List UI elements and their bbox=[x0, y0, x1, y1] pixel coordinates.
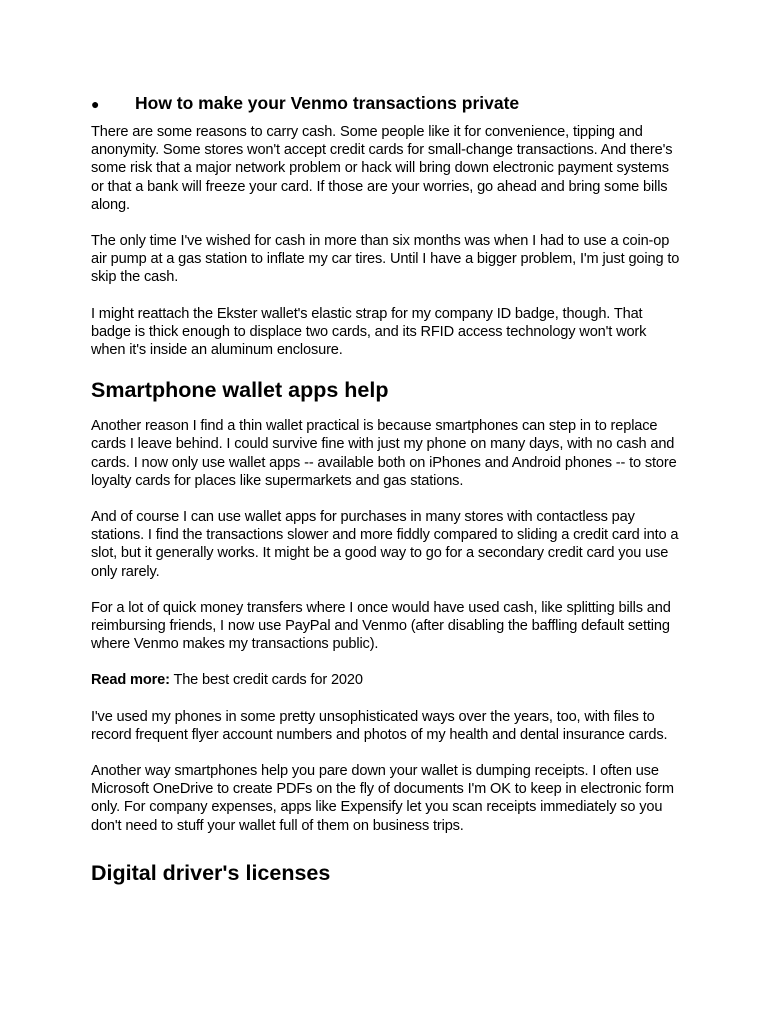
section-heading: Smartphone wallet apps help bbox=[91, 378, 389, 403]
bullet-dot-icon: ● bbox=[91, 96, 100, 112]
paragraph: And of course I can use wallet apps for purchases in many stores with contactless pay stations. I find the transactions slower and more fiddly compared to sliding a credit card into a slot, but it generally works. It might be a good way to go for a secondary credit card you use only rarely. bbox=[91, 509, 679, 580]
bullet-list-item bbox=[91, 92, 681, 115]
paragraph: I might reattach the Ekster wallet's elastic strap for my company ID badge, though. That badge is thick enough to displace two cards, and its RFID access technology won't work when it's inside an aluminum enclosure. bbox=[91, 305, 647, 359]
read-more-line bbox=[91, 671, 681, 689]
article-body bbox=[91, 92, 681, 900]
paragraph: Another way smartphones help you pare down your wallet is dumping receipts. I often use Microsoft OneDrive to create PDFs on the fly of documents I'm OK to keep in electronic form only. For company expenses, apps like Expensify let you scan receipts immediately so you don't need to stuff your wallet full of them on business trips. bbox=[91, 763, 674, 834]
paragraph: Another reason I find a thin wallet practical is because smartphones can step in to replace cards I leave behind. I could survive fine with just my phone on many days, with no cash and cards. I now only use wallet apps -- available both on iPhones and Android phones -- to store loyalty cards for places like supermarkets and gas stations. bbox=[91, 418, 677, 489]
paragraph: There are some reasons to carry cash. Some people like it for convenience, tipping and anonymity. Some stores won't accept credit cards for small-change transactions. And there's some risk that a major network problem or hack will bring down electronic payment systems or that a bank will freeze your card. If those are your worries, go ahead and bring some bills along. bbox=[91, 124, 673, 213]
bullet-heading: How to make your Venmo transactions private bbox=[135, 93, 520, 113]
read-more-label: Read more: bbox=[91, 672, 170, 689]
paragraph: I've used my phones in some pretty unsophisticated ways over the years, too, with files to record frequent flyer account numbers and photos of my health and dental insurance cards. bbox=[91, 708, 668, 743]
read-more-link[interactable]: The best credit cards for 2020 bbox=[173, 672, 363, 689]
paragraph: The only time I've wished for cash in more than six months was when I had to use a coin-op air pump at a gas station to inflate my car tires. Until I have a bigger problem, I'm just going to skip the cash. bbox=[91, 233, 680, 286]
section-heading: Digital driver's licenses bbox=[91, 860, 331, 885]
paragraph: For a lot of quick money transfers where I once would have used cash, like splitting bills and reimbursing friends, I now use PayPal and Venmo (after disabling the baffling default setting where Venmo makes my transactions public). bbox=[91, 599, 671, 653]
